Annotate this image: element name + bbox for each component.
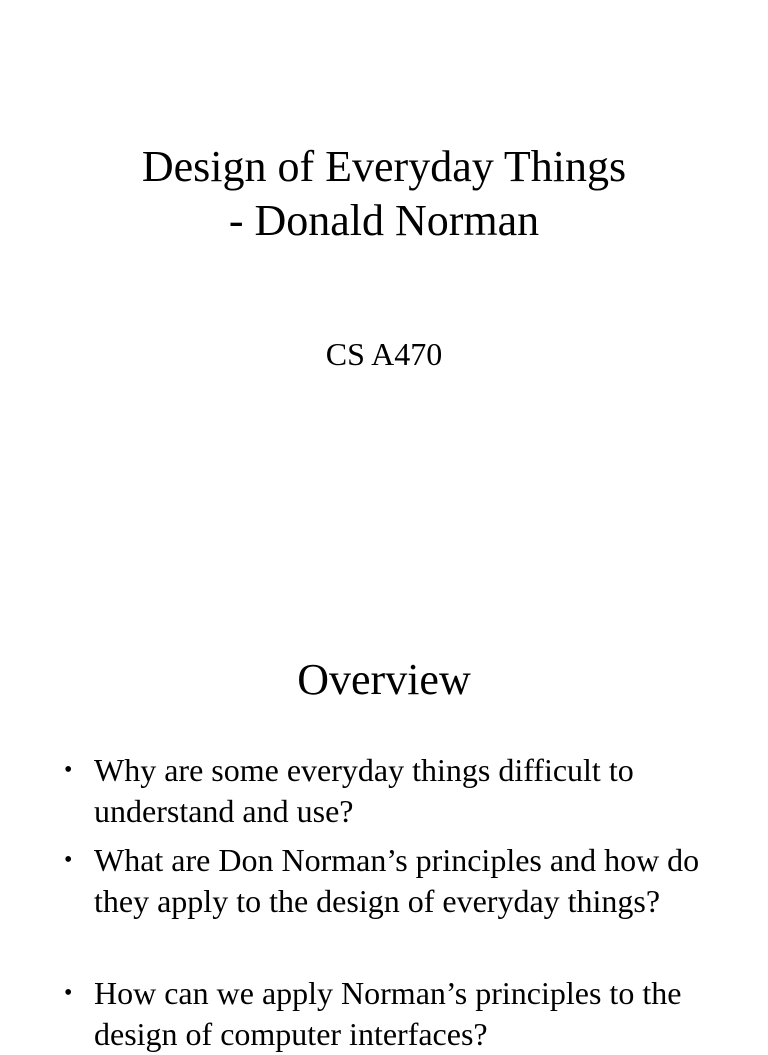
bullet-dot: •: [64, 980, 73, 1006]
slide-title-line-1: Design of Everyday Things: [141, 142, 627, 191]
overview-slide: [0, 576, 768, 1052]
course-subtitle: CS A470: [325, 336, 443, 372]
bullet-text: What are Don Norman’s principles and how do they apply to the design of everyday things?: [94, 842, 700, 919]
slide-title-line-2: - Donald Norman: [228, 196, 540, 245]
overview-title: Overview: [297, 655, 471, 704]
bullet-text: How can we apply Norman’s principles to the design of computer interfaces?: [94, 975, 682, 1052]
bullet-dot: •: [64, 757, 73, 783]
bullet-text: Why are some everyday things difficult to understand and use?: [94, 752, 634, 829]
bullet-dot: •: [64, 847, 73, 873]
